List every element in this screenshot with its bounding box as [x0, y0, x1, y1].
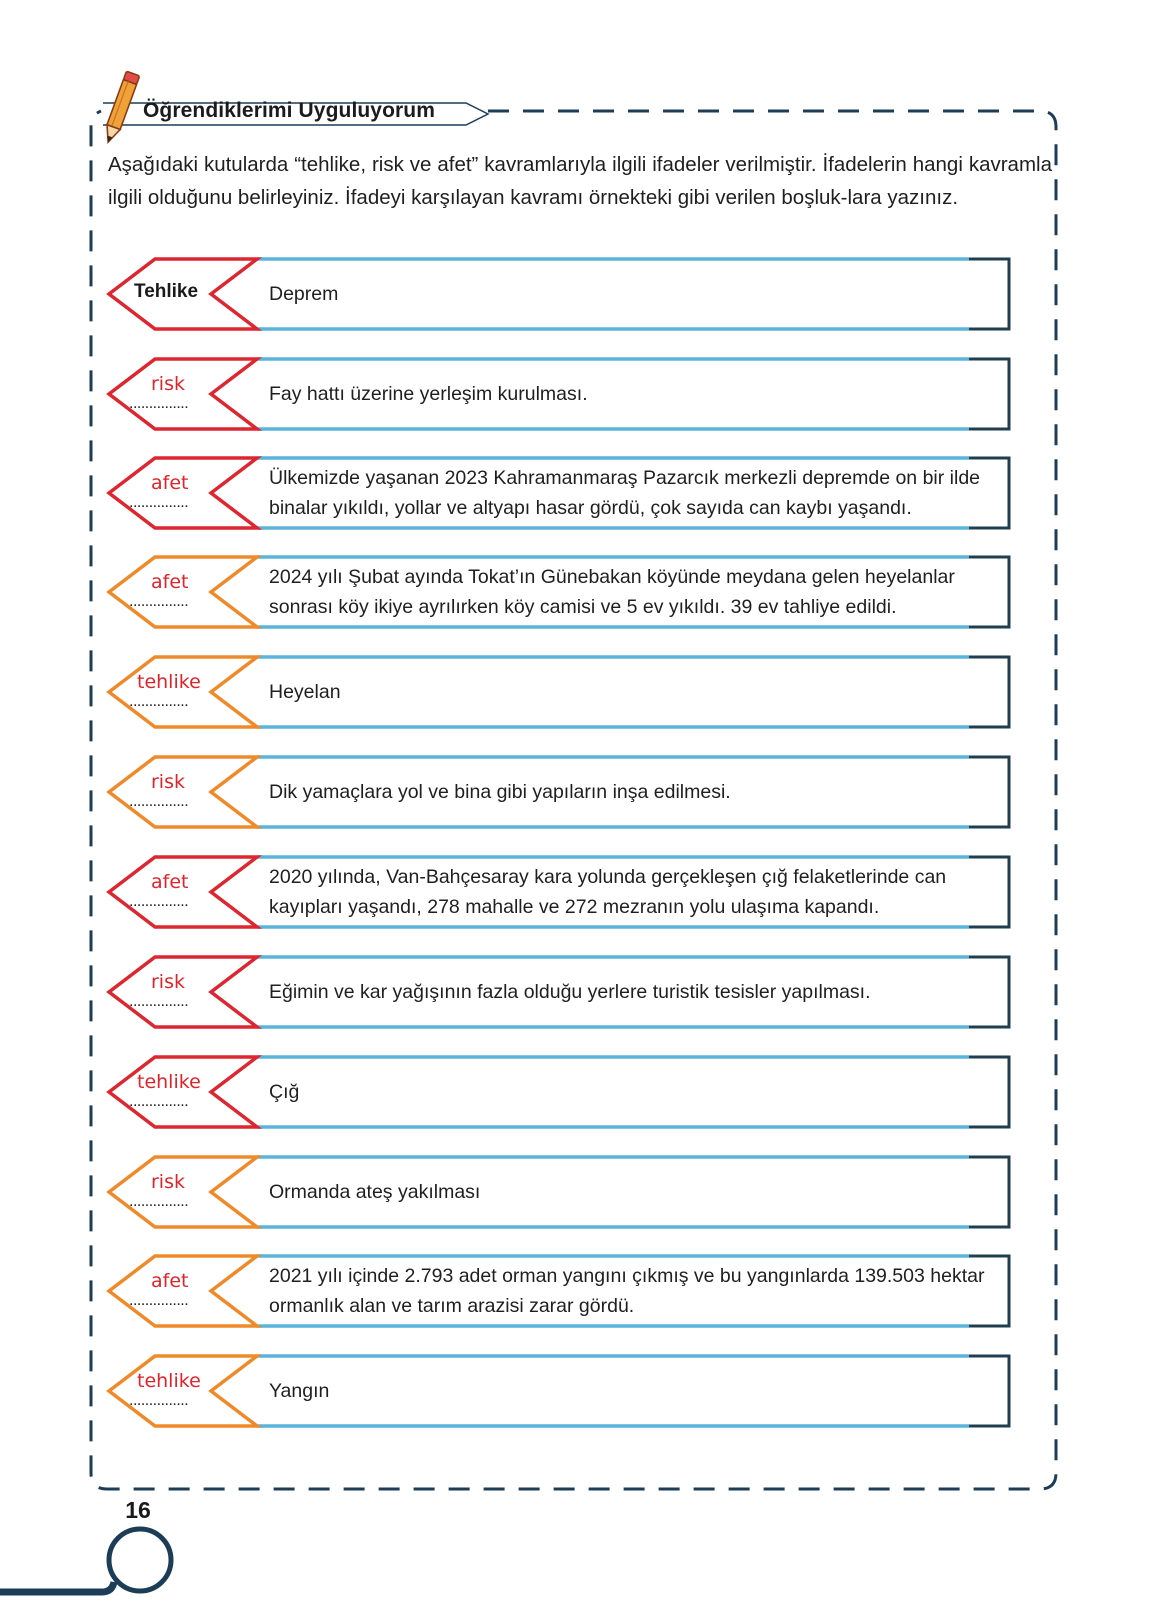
exercise-row — [107, 257, 1028, 331]
answer-blank[interactable]: ............... — [129, 1292, 189, 1309]
item-description: Çığ — [269, 1081, 300, 1103]
handwritten-answer: risk — [151, 373, 185, 395]
exercise-row — [107, 755, 1028, 829]
exercise-row — [107, 1155, 1028, 1229]
instructions-text: Aşağıdaki kutularda “tehlike, risk ve afet” kavramlarıyla ilgili ifadeler verilmiştir. İfadelerin hangi kavramla ilgili olduğunu belirleyiniz. İfadeyi karşılayan kavramı örnekteki gibi verilen boşluk-lara yazınız. — [108, 153, 1052, 209]
exercise-row — [107, 1254, 1028, 1328]
handwritten-answer: afet — [151, 571, 189, 593]
answer-blank[interactable]: ............... — [129, 693, 189, 710]
answer-blank[interactable]: ............... — [129, 1093, 189, 1110]
handwritten-answer: afet — [151, 871, 189, 893]
item-description: Ormanda ateş yakılması — [269, 1181, 481, 1203]
handwritten-answer: risk — [151, 1171, 185, 1193]
exercise-row — [107, 555, 1028, 629]
section-title: Öğrendiklerimi Uyguluyorum — [143, 99, 435, 122]
example-label: Tehlike — [134, 281, 199, 302]
answer-blank[interactable]: ............... — [129, 593, 189, 610]
page-number: 16 — [125, 1496, 151, 1523]
item-description: Dik yamaçlara yol ve bina gibi yapıların inşa edilmesi. — [269, 781, 731, 803]
item-description: Yangın — [269, 1380, 330, 1402]
handwritten-answer: afet — [151, 1270, 189, 1292]
exercise-row — [107, 456, 1028, 530]
item-description: 2024 yılı Şubat ayında Tokat’ın Günebakan köyünde meydana gelen heyelanlar sonrası köy ikiye ayrılırken köy camisi ve 5 ev yıkıldı. 39 ev tahliye edildi. — [269, 566, 955, 618]
exercise-row — [107, 955, 1028, 1029]
answer-blank[interactable]: ............... — [129, 1193, 189, 1210]
answer-blank[interactable]: ............... — [129, 993, 189, 1010]
handwritten-answer: tehlike — [137, 1071, 201, 1093]
exercise-row — [107, 655, 1028, 729]
answer-blank[interactable]: ............... — [129, 494, 189, 511]
item-description: 2021 yılı içinde 2.793 adet orman yangını çıkmış ve bu yangınlarda 139.503 hektar ormanlık alan ve tarım arazisi zarar gördü. — [269, 1265, 985, 1317]
handwritten-answer: risk — [151, 771, 185, 793]
handwritten-answer: risk — [151, 971, 185, 993]
answer-blank[interactable]: ............... — [129, 793, 189, 810]
item-description: Fay hattı üzerine yerleşim kurulması. — [269, 383, 588, 405]
handwritten-answer: tehlike — [137, 671, 201, 693]
exercise-row — [107, 1055, 1028, 1129]
page-number-circle — [109, 1529, 171, 1591]
answer-blank[interactable]: ............... — [129, 893, 189, 910]
handwritten-answer: tehlike — [137, 1370, 201, 1392]
item-description: Eğimin ve kar yağışının fazla olduğu yerlere turistik tesisler yapılması. — [269, 981, 871, 1003]
exercise-row — [107, 855, 1028, 929]
exercise-row — [107, 357, 1028, 431]
exercise-row — [107, 1354, 1028, 1428]
page-tab-line — [0, 1582, 114, 1592]
item-description: 2020 yılında, Van-Bahçesaray kara yolunda gerçekleşen çığ felaketlerinde can kayıpları yaşandı, 278 mahalle ve 272 mezranın yolu ulaşıma kapandı. — [269, 866, 947, 918]
item-description: Deprem — [269, 283, 339, 305]
item-description: Ülkemizde yaşanan 2023 Kahramanmaraş Pazarcık merkezli depremde on bir ilde binalar yıkıldı, yollar ve altyapı hasar gördü, çok sayıda can kaybı yaşandı. — [269, 467, 981, 519]
answer-blank[interactable]: ............... — [129, 395, 189, 412]
item-description: Heyelan — [269, 681, 341, 703]
answer-blank[interactable]: ............... — [129, 1392, 189, 1409]
handwritten-answer: afet — [151, 472, 189, 494]
